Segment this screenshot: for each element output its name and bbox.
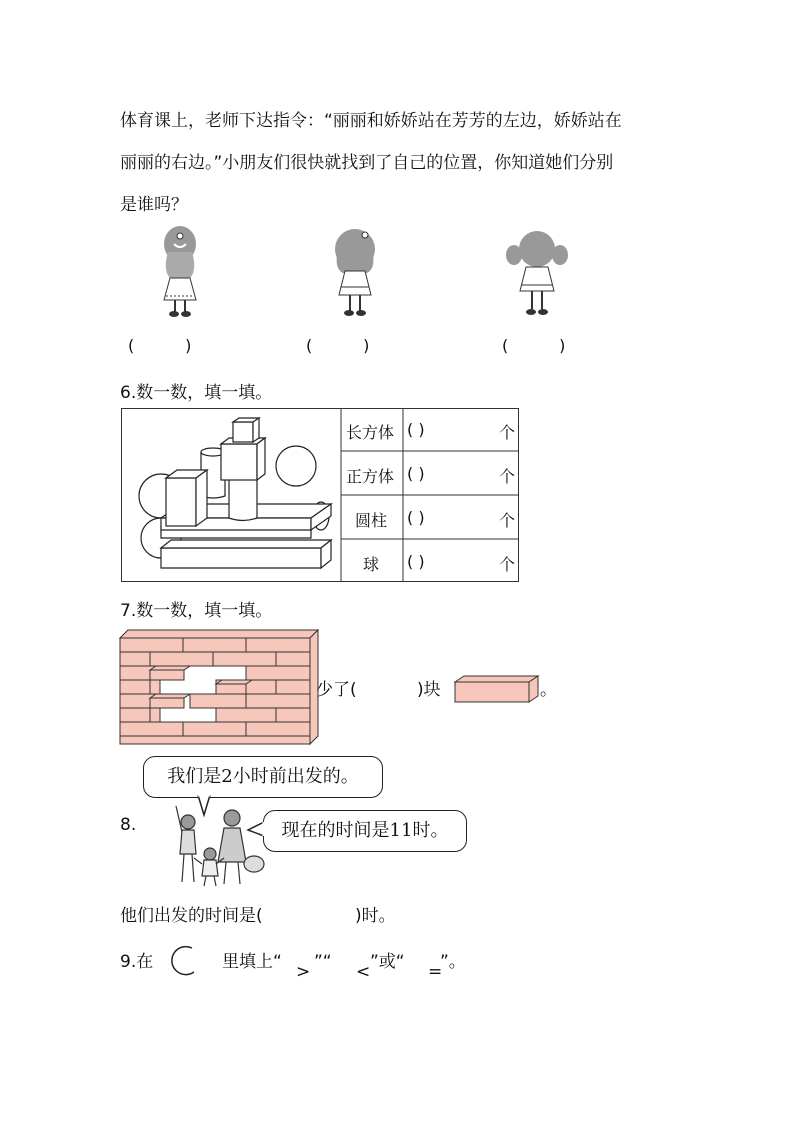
row-unit-cube: 个 [499, 467, 516, 486]
q9-quote-3: ”。 [440, 952, 466, 972]
q9-symbol-equal: = [428, 962, 443, 982]
q7-suffix: 。 [540, 680, 557, 700]
q7-middle: )块 [417, 680, 441, 700]
q9-quote-1: ”“ [314, 952, 332, 972]
row-label-cuboid: 长方体 [346, 423, 395, 442]
girl-illustration-1 [150, 222, 210, 322]
brick-wall [120, 630, 320, 748]
row-blank-sphere[interactable]: ( ) [407, 552, 425, 571]
story-line-2: 丽丽的右边。”小朋友们很快就找到了自己的位置，你知道她们分别 [120, 153, 614, 173]
answer-blank-2[interactable]: ( ) [306, 336, 370, 355]
story-line-3: 是谁吗？ [120, 195, 188, 215]
row-blank-cuboid[interactable]: ( ) [407, 420, 425, 439]
circle-blank-icon [168, 944, 202, 976]
speech-bubble-right: 现在的时间是11时。 [263, 810, 467, 852]
q7-title: 7.数一数，填一填。 [120, 601, 273, 621]
q9-quote-2: ”或“ [370, 952, 405, 972]
q9-symbol-greater: > [296, 962, 311, 982]
row-blank-cylinder[interactable]: ( ) [407, 508, 425, 527]
brick-icon [454, 674, 540, 704]
q9-middle: 里填上“ [222, 952, 282, 972]
family-illustration [168, 802, 266, 888]
row-label-sphere: 球 [363, 555, 380, 574]
row-blank-cube[interactable]: ( ) [407, 464, 425, 483]
story-line-1: 体育课上，老师下达指令：“丽丽和娇娇站在芳芳的左边，娇娇站在 [120, 111, 622, 131]
q8-answer-prefix: 他们出发的时间是( [120, 906, 263, 926]
speech-bubble-top: 我们是2小时前出发的。 [143, 756, 383, 798]
q9-symbol-less: < [356, 962, 371, 982]
q9-prefix: 9.在 [120, 952, 154, 972]
speech-bubble-tail-right [246, 820, 266, 840]
girl-illustration-2 [325, 225, 385, 325]
row-unit-cuboid: 个 [499, 423, 516, 442]
row-unit-cylinder: 个 [499, 511, 516, 530]
q8-answer-suffix: )时。 [355, 906, 396, 926]
q7-prefix: 少了( [316, 680, 357, 700]
q6-table [121, 408, 519, 582]
row-label-cube: 正方体 [346, 467, 395, 486]
girl-illustration-3 [502, 225, 572, 325]
q8-number: 8. [120, 815, 137, 835]
row-label-cylinder: 圆柱 [355, 511, 388, 530]
row-unit-sphere: 个 [499, 555, 516, 574]
answer-blank-3[interactable]: ( ) [502, 336, 566, 355]
answer-blank-1[interactable]: ( ) [128, 336, 192, 355]
q6-title: 6.数一数，填一填。 [120, 383, 273, 403]
